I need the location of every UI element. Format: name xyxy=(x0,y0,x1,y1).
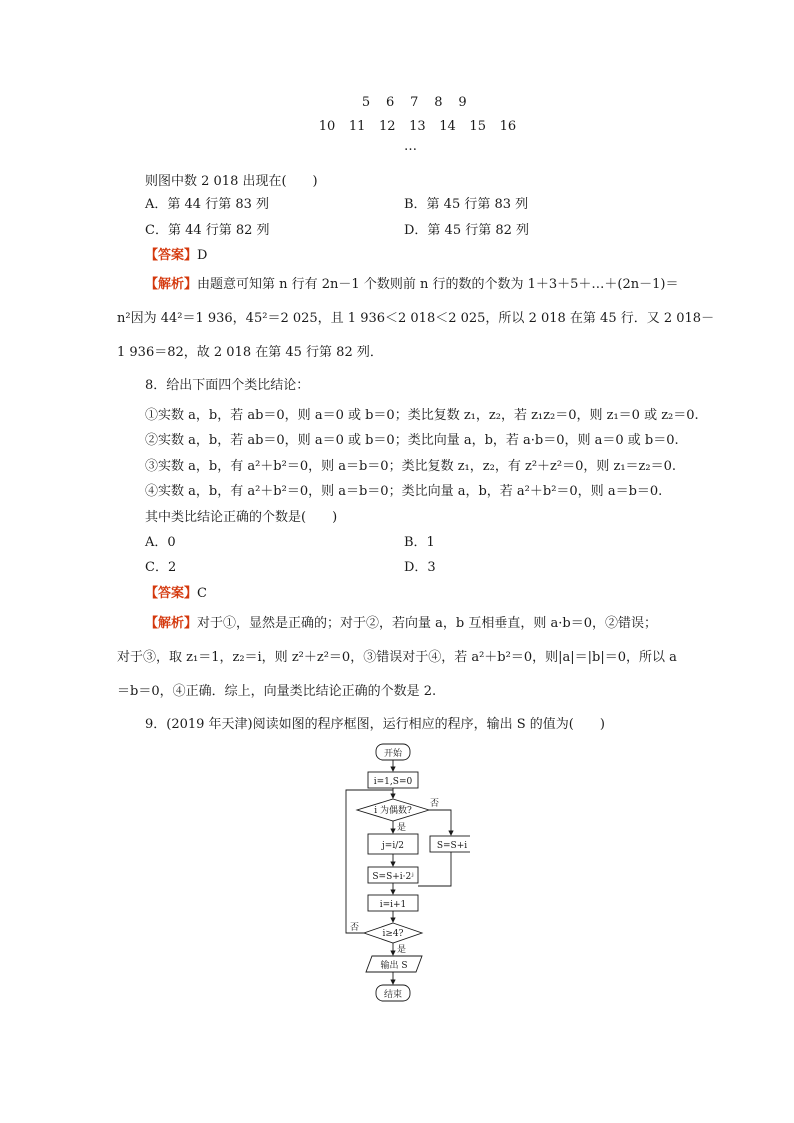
q8-ask: 其中类比结论正确的个数是( ) xyxy=(145,510,338,525)
triangle-number: 10 xyxy=(318,119,336,134)
flow-cond2-label: i≥4? xyxy=(382,929,404,939)
flow-start-label: 开始 xyxy=(383,749,403,759)
q7-option-a: A．第 44 行第 83 列 xyxy=(145,197,270,212)
flow-inc-label: i=i+1 xyxy=(379,900,407,910)
flow-no1-label: 否 xyxy=(430,799,440,809)
triangle-number: 14 xyxy=(439,119,456,134)
q7-option-c: C．第 44 行第 82 列 xyxy=(145,223,270,238)
flow-no2-label: 否 xyxy=(350,923,360,933)
triangle-number: 8 xyxy=(434,95,443,110)
q8-answer xyxy=(145,582,207,601)
flow-output-label: 输出 S xyxy=(380,961,408,971)
q8-conclusion-1: ①实数 a，b，若 ab＝0，则 a＝0 或 b＝0；类比复数 z₁，z₂，若 z₁z₂＝0，则 z₁＝0 或 z₂＝0. xyxy=(145,408,699,423)
flow-cond1-label: i 为偶数? xyxy=(374,806,412,816)
triangle-number: 11 xyxy=(348,119,366,134)
number-triangle-row-7 xyxy=(314,119,521,134)
program-flowchart xyxy=(340,742,470,1008)
q7-analysis-line-2: n²因为 44²＝1 936，45²＝2 025，且 1 936＜2 018＜2 025，所以 2 018 在第 45 行．又 2 018－ xyxy=(117,311,715,326)
triangle-number: 9 xyxy=(458,95,467,110)
flow-yes2-label: 是 xyxy=(397,945,407,955)
triangle-number: 12 xyxy=(379,119,396,134)
triangle-ellipsis: … xyxy=(404,139,417,154)
flow-add-else-label: S=S+i xyxy=(436,841,468,851)
q9-stem: 9．(2019 年天津)阅读如图的程序框图，运行相应的程序，输出 S 的值为( ) xyxy=(145,717,605,732)
triangle-number: 16 xyxy=(499,119,517,134)
q8-analysis-line-3: ＝b＝0，④正确．综上，向量类比结论正确的个数是 2. xyxy=(117,684,437,699)
flow-end-label: 结束 xyxy=(383,990,403,1000)
answer-tag: 【答案】 xyxy=(145,586,198,601)
q7-option-d: D．第 45 行第 82 列 xyxy=(404,223,530,238)
answer-tag: 【答案】 xyxy=(145,248,198,263)
analysis-tag: 【解析】 xyxy=(145,616,198,631)
triangle-number: 13 xyxy=(409,119,426,134)
q7-stem: 则图中数 2 018 出现在( ) xyxy=(145,174,318,189)
triangle-number: 15 xyxy=(469,119,486,134)
flowchart-svg xyxy=(340,742,470,1004)
answer-value: C xyxy=(197,586,207,601)
q8-conclusion-2: ②实数 a，b，若 ab＝0，则 a＝0 或 b＝0；类比向量 a，b，若 a·b＝0，则 a＝0 或 b＝0. xyxy=(145,433,679,448)
q7-analysis-line-1 xyxy=(145,273,678,292)
q8-option-a: A．0 xyxy=(145,535,176,550)
q8-analysis-line-1 xyxy=(145,612,657,631)
q8-conclusion-3: ③实数 a，b，有 a²＋b²＝0，则 a＝b＝0；类比复数 z₁，z₂，有 z²＋z²＝0，则 z₁＝z₂＝0. xyxy=(145,459,677,474)
q7-answer xyxy=(145,244,207,263)
flow-add-main-label: S=S+i·2ʲ xyxy=(372,872,414,882)
triangle-number: 6 xyxy=(386,95,395,110)
q8-option-b: B．1 xyxy=(404,535,435,550)
triangle-number: 7 xyxy=(410,95,419,110)
number-triangle-row-5 xyxy=(356,95,473,110)
answer-value: D xyxy=(197,248,208,263)
q7-option-b: B．第 45 行第 83 列 xyxy=(404,197,529,212)
flow-yes1-label: 是 xyxy=(397,823,407,833)
q8-analysis-line-2: 对于③，取 z₁＝1，z₂＝i，则 z²＋z²＝0，③错误对于④，若 a²＋b²＝0，则|a|＝|b|＝0，所以 a xyxy=(117,650,677,665)
q8-conclusion-4: ④实数 a，b，有 a²＋b²＝0，则 a＝b＝0；类比向量 a，b，若 a²＋b²＝0，则 a＝b＝0. xyxy=(145,484,663,499)
analysis-text: 由题意可知第 n 行有 2n－1 个数则前 n 行的数的个数为 1＋3＋5＋…＋(2n－1)＝ xyxy=(197,277,679,292)
q7-analysis-line-3: 1 936＝82，故 2 018 在第 45 行第 82 列． xyxy=(117,345,383,360)
q8-option-c: C．2 xyxy=(145,560,177,575)
analysis-text: 对于①，显然是正确的；对于②，若向量 a，b 互相垂直，则 a·b＝0，②错误； xyxy=(197,616,657,631)
triangle-number: 5 xyxy=(361,95,371,110)
flow-assign-j-label: j=i/2 xyxy=(382,841,404,851)
flow-init-label: i=1,S=0 xyxy=(373,777,413,787)
analysis-tag: 【解析】 xyxy=(145,277,198,292)
q8-option-d: D．3 xyxy=(404,560,436,575)
q8-stem: 8．给出下面四个类比结论： xyxy=(145,378,310,393)
